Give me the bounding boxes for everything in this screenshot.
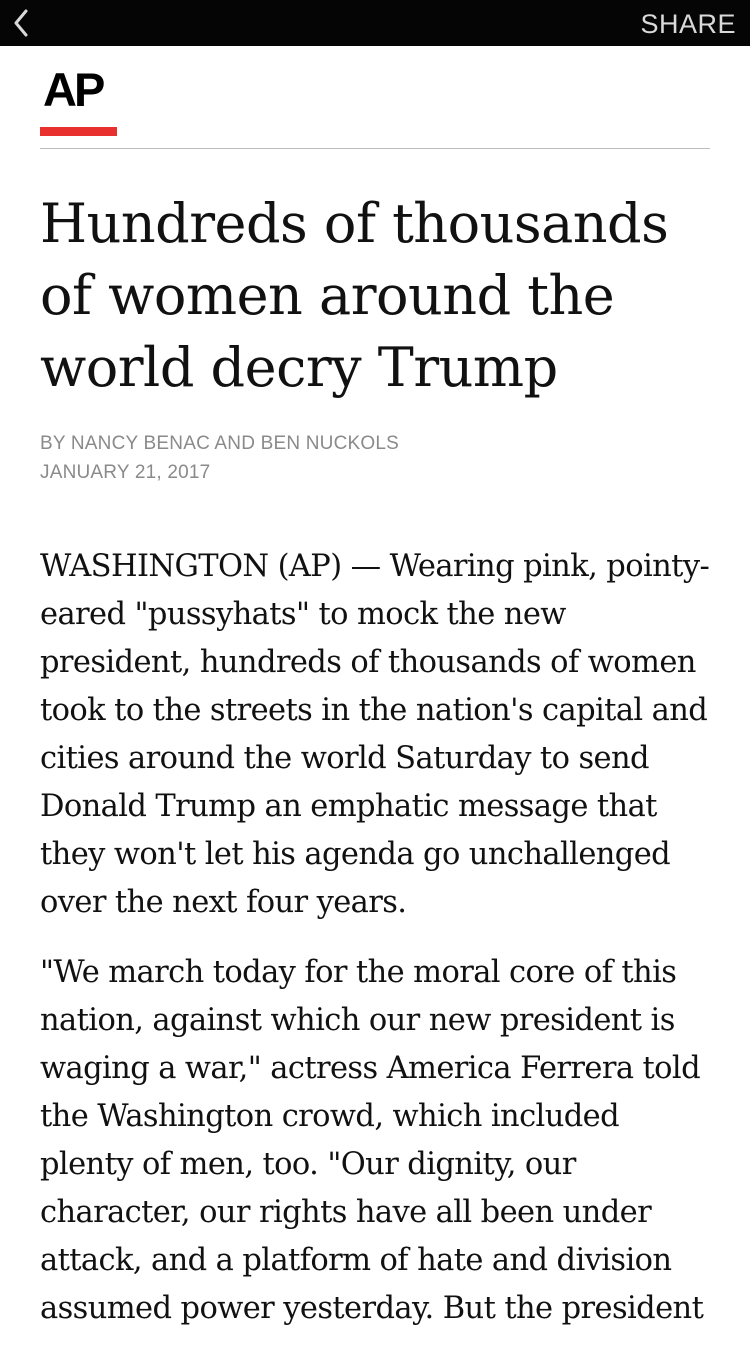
top-navigation-bar bbox=[0, 0, 750, 46]
chevron-left-icon bbox=[13, 9, 29, 37]
back-button[interactable] bbox=[6, 6, 36, 40]
article-paragraph: WASHINGTON (AP) — Wearing pink, pointy-eared "pussyhats" to mock the new president, hundreds of thousands of women took to the streets in the nation's capital and cities around the world Saturday to send Donald Trump an emphatic message that they won't let his agenda go unchallenged over the next four years. bbox=[40, 549, 710, 920]
article-paragraph: "We march today for the moral core of this nation, against which our new president is waging a war," actress America Ferrera told the Washington crowd, which included plenty of men, too. "Our dignity, our character, our rights have all been under attack, and a platform of hate and division assumed power yesterday. But the president bbox=[40, 955, 704, 1326]
ap-logo: AP bbox=[43, 63, 103, 116]
article-date: JANUARY 21, 2017 bbox=[40, 462, 211, 483]
logo-accent-bar bbox=[40, 127, 117, 136]
article-headline: Hundreds of thousands of women around the world decry Trump bbox=[40, 192, 669, 399]
share-button[interactable]: SHARE bbox=[640, 9, 736, 39]
article-body bbox=[40, 543, 712, 1355]
header-divider bbox=[40, 148, 710, 149]
article-byline: BY NANCY BENAC AND BEN NUCKOLS bbox=[40, 433, 400, 454]
